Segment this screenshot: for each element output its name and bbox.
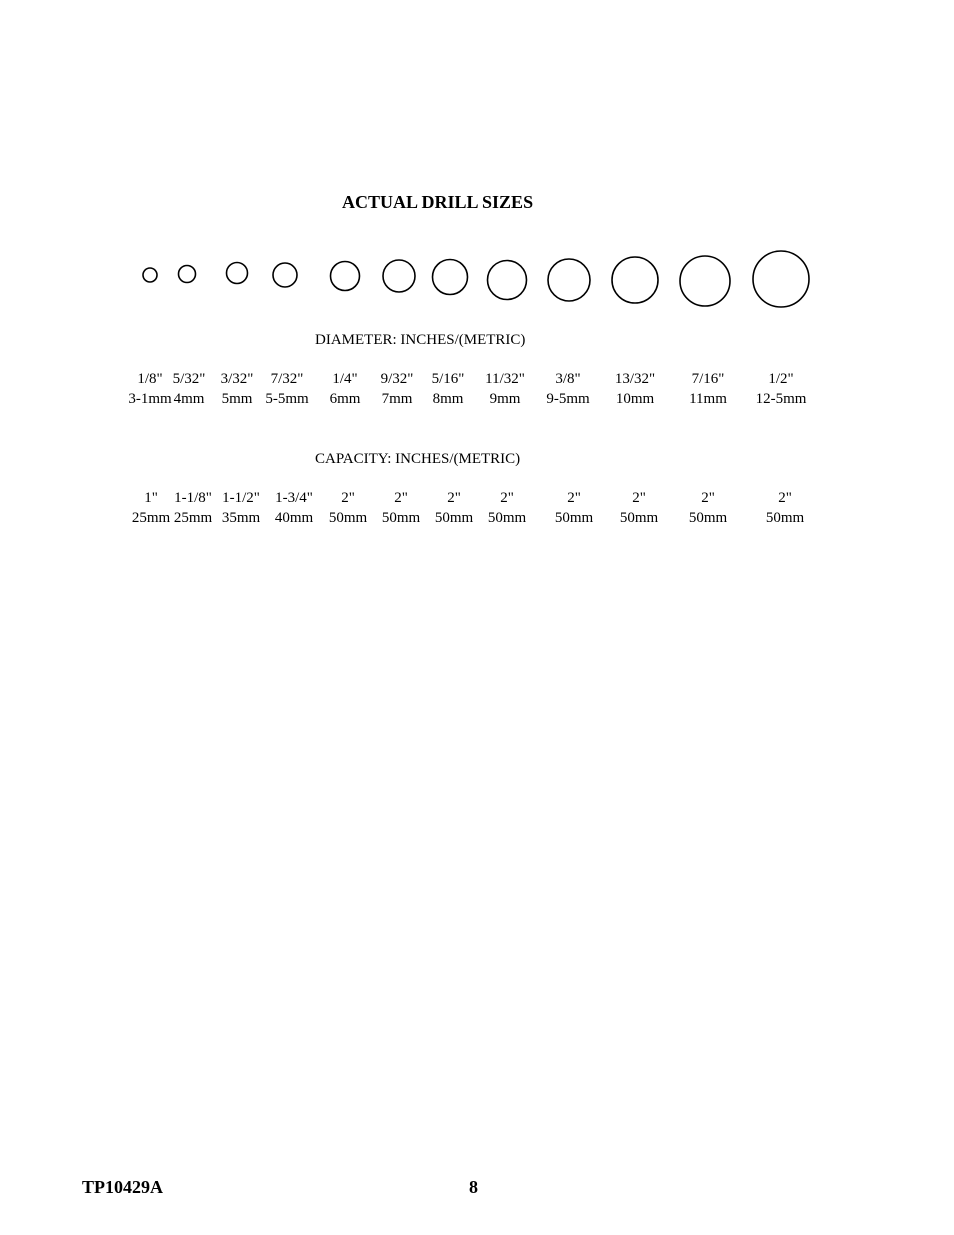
diameter-inch-value: 1/4" [332,371,358,387]
page-number: 8 [469,1177,478,1197]
capacity-metric-value: 40mm [274,509,314,526]
diameter-metric-value: 8mm [432,390,464,407]
diameter-metric-value: 5mm [221,390,253,407]
diameter-metric-value: 9-5mm [546,390,590,407]
capacity-metric-value: 50mm [688,509,728,526]
capacity-inch-value: 1" [144,490,158,506]
capacity-metric-value: 50mm [328,509,368,526]
capacity-inch-value: 2" [341,490,355,506]
drill-circle [433,260,468,295]
drill-circle [383,260,415,292]
diameter-column [668,370,748,409]
diameter-metric-value: 6mm [329,390,361,407]
diameter-metric-value: 4mm [173,390,205,407]
capacity-column [745,489,825,528]
drill-circle [548,259,590,301]
capacity-inch-value: 2" [701,490,715,506]
capacity-metric-value: 50mm [434,509,474,526]
diameter-heading: DIAMETER: INCHES/(METRIC) [315,332,526,348]
drill-size-circles [0,0,954,340]
capacity-inch-value: 1-1/8" [174,490,212,506]
diameter-inch-value: 11/32" [485,371,525,387]
capacity-metric-value: 25mm [131,509,171,526]
capacity-inch-value: 1-3/4" [275,490,313,506]
document-code: TP10429A [82,1177,163,1197]
capacity-metric-value: 35mm [221,509,261,526]
capacity-metric-value: 50mm [765,509,805,526]
diameter-inch-value: 9/32" [380,371,414,387]
diameter-metric-value: 11mm [689,390,727,407]
diameter-metric-value: 3-1mm [128,390,172,407]
diameter-metric-value: 7mm [381,390,413,407]
page-title: ACTUAL DRILL SIZES [342,192,534,212]
capacity-inch-value: 2" [778,490,792,506]
diameter-metric-value: 10mm [615,390,655,407]
capacity-inch-value: 1-1/2" [222,490,260,506]
drill-circle [488,261,527,300]
capacity-metric-value: 50mm [554,509,594,526]
capacity-column [668,489,748,528]
drill-circle [612,257,658,303]
diameter-inch-value: 1/2" [768,371,794,387]
capacity-column [599,489,679,528]
drill-circle [227,263,248,284]
drill-circle [753,251,809,307]
drill-circle [680,256,730,306]
capacity-metric-value: 50mm [381,509,421,526]
capacity-inch-value: 2" [394,490,408,506]
diameter-inch-value: 5/32" [172,371,206,387]
capacity-metric-value: 50mm [619,509,659,526]
diameter-column [741,370,821,409]
diameter-inch-value: 7/16" [691,371,725,387]
diameter-metric-value: 9mm [489,390,521,407]
diameter-inch-value: 13/32" [614,371,656,387]
capacity-inch-value: 2" [447,490,461,506]
capacity-heading: CAPACITY: INCHES/(METRIC) [315,451,521,467]
diameter-column [595,370,675,409]
diameter-inch-value: 1/8" [137,371,163,387]
diameter-inch-value: 3/32" [220,371,254,387]
diameter-inch-value: 7/32" [270,371,304,387]
diameter-metric-value: 5-5mm [265,390,309,407]
diameter-inch-value: 5/16" [431,371,465,387]
capacity-inch-value: 2" [567,490,581,506]
capacity-inch-value: 2" [500,490,514,506]
capacity-metric-value: 25mm [173,509,213,526]
drill-circle [143,268,157,282]
diameter-metric-value: 12-5mm [755,390,807,407]
drill-circle [179,266,196,283]
drill-circle [331,262,360,291]
diameter-inch-value: 3/8" [555,371,581,387]
capacity-inch-value: 2" [632,490,646,506]
capacity-metric-value: 50mm [487,509,527,526]
drill-circle [273,263,297,287]
